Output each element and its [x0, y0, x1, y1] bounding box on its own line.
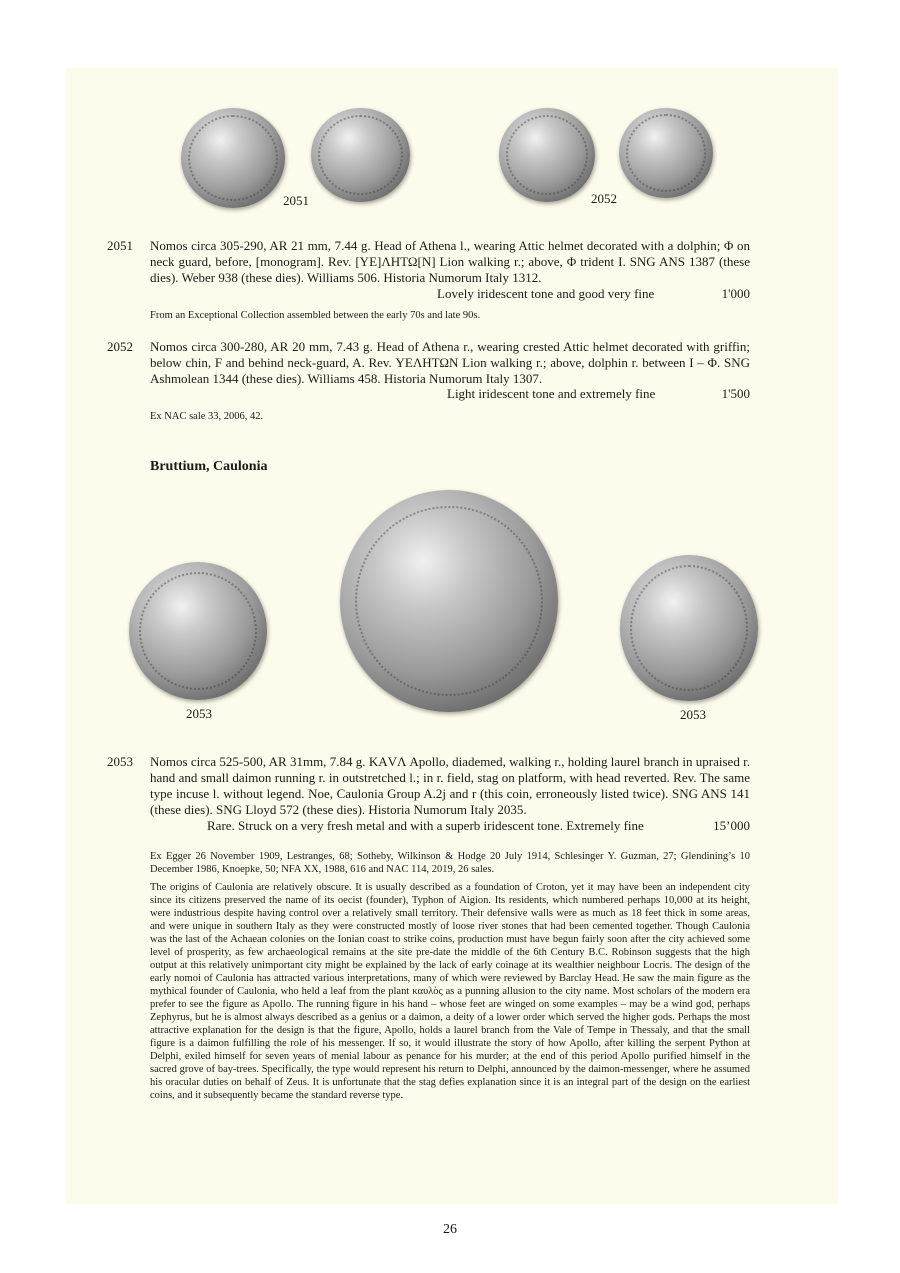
coin-2052-label: 2052 [591, 191, 617, 206]
historical-essay: The origins of Caulonia are relatively obscure. It is usually described as a foundation of Croton, yet it may have been an independent city since its citizens preserved the name of its oecist (founder), Typhon of Aigion. Its residents, which numbered perhaps 10,000 at its height, were industrious despite having control over a relatively small territory. Their defensive walls were as much as 18 feet thick in some areas, and were unique in southern Italy as they were constructed mostly of loose river stones that had been cemented together. Though Caulonia was the last of the Achaean colonies on the Ionian coast to strike coins, production must have begun fairly soon after the city achieved some level of prosperity, as few archaeological remains at the site pre-date the middle of the 6th Century B.C. Robinson suggests that the high output at this relatively unimportant city might be explained by the lack of early coinage at its wealthier neighbour Locris. The design of the early nomoi of Caulonia has attracted various interpretations, many of which were reviewed by Barclay Head. He saw the main figure as the mythical founder of Caulonia, who held a leaf from the plant καυλὸς as a punning allusion to the city name. Most scholars of the modern era prefer to see the figure as Apollo. The running figure in his hand – whose feet are winged on some examples – may be a wind god, perhaps Zephyrus, but he is almost always described as a genius or a daimon, a deity of a lower order which served the higher gods. Perhaps the most attractive explanation for the design is that the figure, Apollo, holds a laurel branch from the Vale of Tempe in Thessaly, and that the small figure is a daimon fulfilling the role of his messenger. If so, it would illustrate the story of how Apollo, after killing the serpent Python at Delphi, exiled himself for seven years of menial labour as penance for his murder; at the end of this period Apollo purified himself in the sacred grove of bay-trees. Specifically, the type would represent his return to Delphi, announced by the daimon-messenger, where he assumed his oracular duties on behalf of Zeus. It is unfortunate that the stag defies explanation since it is an integral part of the design on the earliest coins, and it subsequently became the standard reverse type. [150, 882, 750, 1101]
coin-2053-left-label: 2053 [186, 706, 212, 721]
lot-description: Nomos circa 300-280, AR 20 mm, 7.43 g. Head of Athena r., wearing crested Attic helmet decorated with griffin; below chin, F and behind neck-guard, A. Rev. ΥΕΛΗΤΩΝ Lion walking r.; above, dolphin r. between I – Φ. SNG Ashmolean 1344 (these dies). Williams 458. Historia Numorum Italy 1307. [150, 339, 750, 386]
lot-number: 2051 [107, 238, 133, 253]
lot-provenance: Ex NAC sale 33, 2006, 42. [150, 411, 264, 422]
lot-estimate: 15’000 [713, 818, 750, 833]
lot-provenance: Ex Egger 26 November 1909, Lestranges, 68; Sotheby, Wilkinson & Hodge 20 July 1914, Schlesinger Y. Guzman, 27; Glendining’s 10 December 1986, Knoepke, 50; NFA XX, 1988, 616 and NAC 114, 2019, 26 sales. [150, 851, 750, 875]
lot-description: Nomos circa 305-290, AR 21 mm, 7.44 g. Head of Athena l., wearing Attic helmet decorated with a dolphin; Φ on neck guard, before, [monogram]. Rev. [ΥΕ]ΛΗΤΩ[Ν] Lion walking r.; above, Φ trident I. SNG ANS 1387 (these dies). Weber 938 (these dies). Williams 506. Historia Numorum Italy 1312. [150, 238, 750, 285]
lot-grade: Light iridescent tone and extremely fine [447, 386, 656, 401]
lot-grade: Lovely iridescent tone and good very fine [437, 286, 655, 301]
coin-2053-obverse-image [129, 562, 267, 700]
lot-grade: Rare. Struck on a very fresh metal and with a superb iridescent tone. Extremely fine [207, 818, 644, 833]
section-heading: Bruttium, Caulonia [150, 459, 268, 474]
coin-2053-right-label: 2053 [680, 707, 706, 722]
coin-2053-reverse-image [620, 555, 758, 701]
lot-number: 2052 [107, 339, 133, 354]
page-number: 26 [443, 1222, 457, 1237]
lot-provenance: From an Exceptional Collection assembled between the early 70s and late 90s. [150, 310, 481, 321]
lot-estimate: 1'500 [721, 386, 750, 401]
lot-description: Nomos circa 525-500, AR 31mm, 7.84 g. ΚΑVΛ Apollo, diademed, walking r., holding laurel branch in upraised r. hand and small daimon running r. in outstretched l.; in r. field, stag on platform, with head reverted. Rev. The same type incuse l. without legend. Noe, Caulonia Group A.2j and r (this coin, erroneously listed twice). SNG ANS 141 (these dies). SNG Lloyd 572 (these dies). Historia Numorum Italy 2035. [150, 754, 750, 817]
lot-estimate: 1'000 [721, 286, 750, 301]
coin-2052-reverse-image [619, 108, 713, 198]
coin-2051-reverse-image [311, 108, 410, 202]
coin-2051-obverse-image [181, 108, 285, 208]
coin-2051-label: 2051 [283, 193, 309, 208]
lot-number: 2053 [107, 754, 133, 769]
coin-2053-large-image [340, 490, 558, 712]
coin-2052-obverse-image [499, 108, 595, 202]
